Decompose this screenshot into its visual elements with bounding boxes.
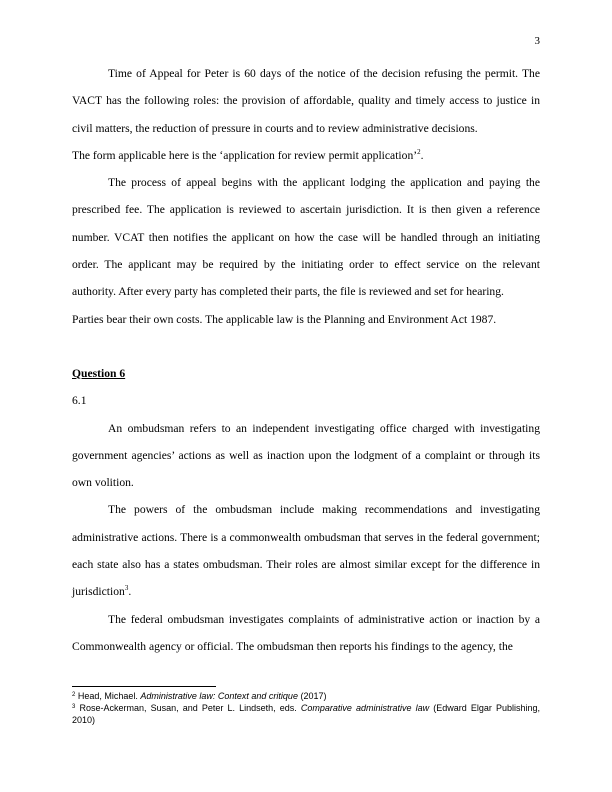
page-number: 3	[534, 35, 540, 47]
paragraph-ombudsman-powers	[72, 496, 540, 605]
paragraph-ombudsman-definition: An ombudsman refers to an independent investigating office charged with investigating government agencies’ actions as well as inaction upon the lodgment of a complaint or through its own volition.	[72, 421, 540, 490]
footnote-ref-2[interactable]: 2	[417, 147, 421, 156]
footnote-year: (2017)	[297, 691, 327, 701]
footnote-2	[72, 690, 540, 702]
footnote-3	[72, 702, 540, 726]
paragraph-form-end: .	[420, 148, 424, 162]
paragraph-costs: Parties bear their own costs. The applicable law is the Planning and Environment Act 1987.	[72, 312, 497, 326]
paragraph-form	[72, 142, 540, 169]
paragraph-federal-ombudsman: The federal ombudsman investigates complaints of administrative action or inaction by a Commonwealth agency or official. The ombudsman then reports his findings to the agency, the	[72, 612, 540, 653]
footnote-separator	[72, 686, 216, 687]
footnote-number: 2	[72, 692, 76, 698]
paragraph-powers-text: The powers of the ombudsman include making recommendations and investigating administrative actions. There is a commonwealth ombudsman that serves in the federal government; each state also has a states ombudsman. Their roles are almost similar except for the difference in jurisdiction	[72, 503, 540, 599]
paragraph-powers-end: .	[128, 585, 132, 599]
footnote-text: Rose-Ackerman, Susan, and Peter L. Lindseth, eds.	[75, 703, 301, 713]
paragraph-appeal-time: Time of Appeal for Peter is 60 days of the notice of the decision refusing the permit. The VACT has the following roles: the provision of affordable, quality and timely access to justice in civil matters, the reduction of pressure in courts and to review administrative decisions.	[72, 67, 540, 135]
section-heading: Question 6	[72, 366, 126, 380]
paragraph-form-text: The form applicable here is the ‘application for review permit application’	[72, 148, 418, 162]
footnote-ref-3[interactable]: 3	[124, 584, 129, 593]
footnote-title: Comparative administrative law	[300, 703, 430, 713]
document-body	[72, 60, 540, 660]
footnotes	[72, 690, 540, 726]
paragraph-process: The process of appeal begins with the applicant lodging the application and paying the prescribed fee. The application is reviewed to ascertain jurisdiction. It is then given a reference number. VCAT then notifies the applicant on how the case will be handled through an initiating order. The applicant may be required by the initiating order to effect service on the relevant authority. After every party has completed their parts, the file is reviewed and set for hearing.	[72, 176, 540, 299]
subsection-number: 6.1	[72, 394, 87, 408]
footnote-publisher: (Edward Elgar Publishing, 2010)	[72, 703, 540, 725]
footnote-number: 3	[72, 704, 76, 710]
footnote-text: Head, Michael.	[75, 691, 141, 701]
footnote-title: Administrative law: Context and critique	[140, 691, 298, 701]
